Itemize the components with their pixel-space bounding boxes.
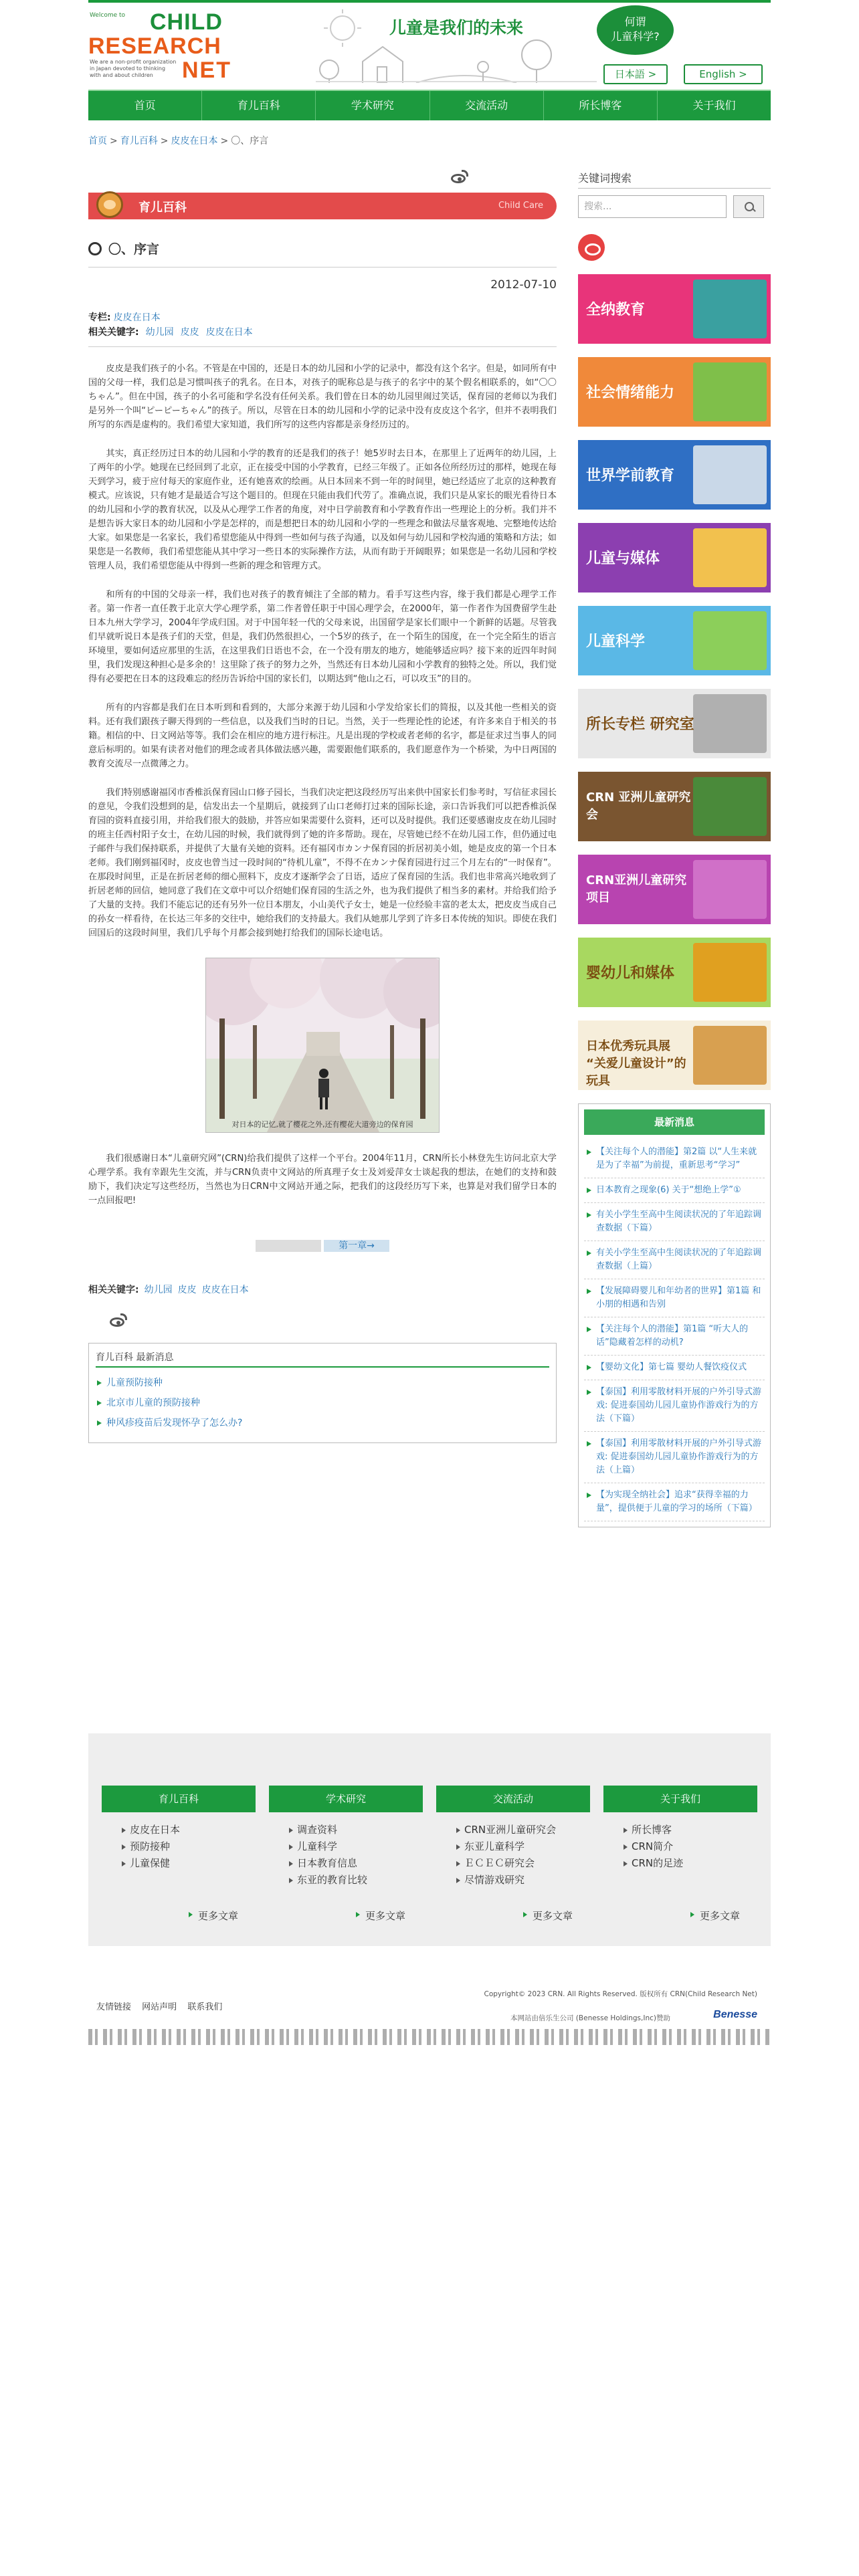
news-item[interactable]: 有关小学生至高中生阅读状况的了年追踪调查数据（上篇）	[584, 1241, 765, 1279]
banner-label: 儿童与媒体	[586, 550, 660, 567]
article-body	[88, 362, 557, 1208]
banner-list	[578, 274, 771, 1090]
sidebar-banner[interactable]	[578, 938, 771, 1007]
keyword-link[interactable]: 皮皮在日本	[201, 1285, 249, 1295]
search-form	[578, 195, 771, 218]
banner-image	[693, 860, 767, 919]
monkey-mascot-icon	[96, 191, 123, 218]
nav-item-home[interactable]: 首页	[88, 91, 202, 120]
nav-item-childcare[interactable]: 育儿百科	[202, 91, 316, 120]
nav-item-about[interactable]: 关于我们	[692, 99, 736, 112]
circle-bullet-icon	[88, 242, 102, 255]
weibo-share-icon[interactable]	[450, 170, 468, 185]
banner-image	[693, 943, 767, 1002]
banner-label: 全纳教育	[586, 302, 646, 318]
weibo-share-icon[interactable]	[108, 1313, 127, 1328]
latest-box-title: 育儿百科 最新消息	[96, 1350, 549, 1368]
sidebar	[578, 170, 771, 1527]
breadcrumb-sep: >	[160, 136, 169, 146]
keyword-search-title: 关键词搜索	[578, 170, 771, 189]
category-banner	[88, 193, 557, 219]
photo-illustration	[206, 958, 440, 1133]
logo-word-research: RESEARCH	[88, 33, 221, 59]
sidebar-banner[interactable]	[578, 523, 771, 593]
children-silhouette-strip	[88, 2029, 771, 2045]
site-logo[interactable]	[88, 8, 246, 83]
keyword-link[interactable]: 皮皮在日本	[205, 327, 253, 338]
footer-links	[96, 2000, 230, 2012]
keyword-link[interactable]: 幼儿园	[144, 1285, 173, 1295]
article-title: 〇、序言	[108, 242, 160, 257]
japanese-site-button[interactable]: 日本語 >	[603, 64, 668, 84]
footer-link[interactable]: CRN亚洲儿童研究会	[464, 1824, 557, 1836]
copyright: Copyright© 2023 CRN. All Rights Reserved. 版权所有 CRN(Child Research Net)	[484, 1990, 757, 1998]
nav-item-research[interactable]: 学术研究	[316, 91, 430, 120]
footer-link[interactable]: CRN简介	[632, 1840, 674, 1852]
cherry-blossom-photo	[205, 958, 440, 1133]
article-paragraph: 所有的内容都是我们在日本听到和看到的，大部分来源于幼儿园和小学发给家长们的简报，以及其他一些相关的资料。还有我们跟孩子聊天得到的一些信息，以及我们当时的日记。当然，关于一些理论性的论述，有许多来自于相关的书籍。相信的中、日文网站等等。我们会在相应的地方进行标注。凡是出现的学校或者老师的名字，都是征求过当事人的同意后标明的。如果有读者对他们的理念或者具体做法感兴趣，需要跟他们联系的，我们愿意作为一个桥梁，为中日两国的教育交流尽一点微薄之力。	[88, 703, 557, 769]
banner-label: CRN 亚洲儿童研究会	[586, 790, 691, 822]
more-articles-link[interactable]: 更多文章	[356, 1909, 405, 1923]
footer-link[interactable]: ＥＣＥＣ研究会	[464, 1857, 535, 1869]
pagination	[88, 1240, 557, 1252]
benesse-logo[interactable]: Benesse	[713, 2009, 757, 2020]
page-wrapper	[88, 3, 771, 2576]
category-en: Child Care	[498, 201, 543, 211]
bubble-line-2: 儿童科学?	[611, 30, 660, 43]
footer-link[interactable]: 儿童科学	[297, 1840, 338, 1852]
footer-link[interactable]: 皮皮在日本	[130, 1824, 181, 1836]
news-item[interactable]: 有关小学生至高中生阅读状况的了年追踪调查数据（下篇）	[584, 1203, 765, 1241]
header-slogan: 儿童是我们的未来	[389, 18, 524, 37]
footer-link[interactable]: 尽情游戏研究	[464, 1874, 525, 1886]
banner-image	[693, 611, 767, 670]
banner-image	[693, 694, 767, 753]
breadcrumb-current: 〇、序言	[231, 136, 269, 146]
english-site-button[interactable]: English >	[684, 64, 763, 84]
latest-news-title: 最新消息	[584, 1109, 765, 1135]
footer-link[interactable]: 儿童保健	[130, 1857, 171, 1869]
logo-tagline: We are a non-profit organization in Japan devoted to thinking with and about children	[90, 59, 177, 78]
column-label: 专栏:	[88, 312, 111, 323]
more-articles-link[interactable]: 更多文章	[523, 1909, 573, 1923]
banner-label: 世界学前教育	[586, 467, 675, 484]
footer-column-title[interactable]: 关于我们	[603, 1786, 757, 1812]
nav-item-director-blog[interactable]: 所长博客	[544, 91, 658, 120]
banner-label: 日本优秀玩具展 “关爱儿童设计”的玩具	[586, 1039, 686, 1088]
footer-column	[603, 1786, 757, 1872]
logo-word-child: CHILD	[150, 9, 223, 35]
breadcrumb-section[interactable]: 育儿百科	[120, 136, 158, 146]
banner-image	[693, 280, 767, 338]
keywords-label: 相关关键字:	[88, 1285, 139, 1295]
latest-news-box	[578, 1103, 771, 1527]
breadcrumb-sep: >	[220, 136, 229, 146]
prev-chapter-button	[256, 1240, 321, 1252]
article-paragraph: 我们很感谢日本“儿童研究网”(CRN)给我们提供了这样一个平台。2004年11月，CRN所长小林登先生访问北京大学心理学系。我有幸跟先生交流，并与CRN负责中文网站的所真理子女士及刘爱萍女士谈起我的想法，在她们的支持和鼓励下，我们决定写这些经历，当然也为日CRN中文网站开通之际，把我们的这段经历写下来，也算是对我们留学日本的一点回报吧!	[88, 1154, 557, 1206]
article-meta	[88, 310, 557, 347]
news-item[interactable]: 【泰国】利用零散材料开展的户外引导式游戏: 促进泰国幼儿园儿童协作游戏行为的方法（上篇）	[584, 1432, 765, 1483]
banner-image	[693, 1026, 767, 1085]
site-header	[88, 3, 771, 90]
more-articles-link[interactable]: 更多文章	[690, 1909, 740, 1923]
banner-image	[693, 362, 767, 421]
sidebar-banner[interactable]	[578, 440, 771, 510]
footer-link[interactable]: 预防接种	[130, 1840, 171, 1852]
nav-item-events[interactable]: 交流活动	[430, 91, 544, 120]
footer-link[interactable]: 调查资料	[297, 1824, 338, 1836]
sidebar-banner[interactable]	[578, 1021, 771, 1090]
weibo-icon[interactable]	[578, 234, 605, 261]
keyword-link[interactable]: 皮皮	[177, 1285, 197, 1295]
footer-column-title[interactable]: 交流活动	[436, 1786, 590, 1812]
footer-column	[436, 1786, 590, 1889]
sponsor-note: 本网站由倍乐生公司 (Benesse Holdings,Inc)赞助	[510, 2014, 670, 2022]
footer-link[interactable]: 东亚的教育比较	[297, 1874, 368, 1886]
logo-word-net: NET	[182, 58, 231, 83]
banner-image	[693, 445, 767, 504]
news-item[interactable]: 【为实现全纳社会】追求“获得幸福的力量”，提供便于儿童的学习的场所（下篇）	[584, 1483, 765, 1521]
more-articles-link[interactable]: 更多文章	[189, 1909, 238, 1923]
main-content	[88, 170, 557, 1443]
bottom-keywords	[88, 1283, 557, 1296]
banner-label: CRN亚洲儿童研究项目	[586, 873, 687, 905]
footer-link[interactable]: 东亚儿童科学	[464, 1840, 525, 1852]
article-paragraph: 其实，真正经历过日本的幼儿园和小学的教育的还是我们的孩子！她5岁时去日本，在那里上了近两年的幼儿园，上了两年的小学。她现在已经回到了北京，正在接受中国的小学教育，已经三年级了。正如各位所经历过的那样，她现在每天到学习，疲于应付每天的家庭作业，还有她喜欢的绘画。从日本回来不到一年的时间里，她已经适应了北京的这种教育模式。应该说，只有她才是最适合写这个题目的。但现在只能由我们代劳了。准确点说，我们只是从家长的眼光看待日本的幼儿园和小学的教育状况，以及从心理学工作者的角度，对中日学前教育和小学教育作出一些理论上的分析。我们并不是想告诉大家日本的幼儿园和小学是怎样的，而是想把日本的幼儿园和小学的一些理念和做法尽量客观地、完整地传达给大家。如果您是一名家长，我们希望您能从中得到一些如何与孩子沟通，以及如何与幼儿园和学校沟通的策略和方法；如果您是一名教师，我们希望您能从其中学习一些日本的实际操作方法，从而有助于开阔眼界；如果您是一名幼儿园和学校管理人员，我们希望您能从中得到一些新的理念和管理方式。	[88, 449, 557, 571]
search-input[interactable]: 搜索...	[578, 195, 727, 218]
breadcrumb	[88, 134, 771, 154]
news-item[interactable]: 【关注每个人的潜能】第1篇 “听大人的话”隐藏着怎样的动机?	[584, 1317, 765, 1356]
footer-link[interactable]: 日本教育信息	[297, 1857, 358, 1869]
next-chapter-button[interactable]: 第一章→	[324, 1240, 389, 1252]
article-paragraph: 皮皮是我们孩子的小名。不管是在中国的，还是日本的幼儿园和小学的记录中，都没有这个名字。但是，如同所有中国的父母一样，我们总是习惯叫孩子的乳名。在日本，对孩子的昵称总是与孩子的名字中的某个假名相联系的，如“〇〇ちゃん”。但在中国，孩子的小名可能和学名没有任何关系。我们曾在日本的幼儿园里闹过笑话，保育园的老师以为我们是另外一个叫“ピーピーちゃん”的孩子。所以，尽管在日本的幼儿园和小学的记录中没有皮皮这个名字，但并不表明我们所写的东西是虚构的。我们希望大家知道，我们所写的这些内容都是亲身经历过的。	[88, 364, 557, 430]
sidebar-banner[interactable]	[578, 855, 771, 924]
news-item[interactable]: 【关注每个人的潜能】第2篇 以“人生来就是为了幸福”为前提，重新思考“学习”	[584, 1140, 765, 1178]
sidebar-banner[interactable]	[578, 772, 771, 841]
friend-links[interactable]: 友情链接	[96, 2002, 132, 2012]
sidebar-banner[interactable]	[578, 274, 771, 344]
keyword-link[interactable]: 皮皮	[180, 327, 199, 338]
breadcrumb-sep: >	[110, 136, 118, 146]
sidebar-banner[interactable]	[578, 606, 771, 675]
banner-label: 儿童科学	[586, 633, 646, 650]
footer-sitemap	[88, 1733, 771, 1946]
sidebar-banner[interactable]	[578, 689, 771, 758]
banner-image	[693, 528, 767, 587]
search-button[interactable]	[733, 195, 764, 218]
footer-link[interactable]: CRN的足迹	[632, 1857, 684, 1869]
article-title-row	[88, 239, 557, 267]
bubble-line-1: 何谓	[624, 15, 646, 28]
photo-caption: 对日本的记忆,就了樱花之外,还有樱花大道旁边的保育园	[231, 1120, 413, 1129]
breadcrumb-home[interactable]: 首页	[88, 136, 107, 146]
article-paragraph: 和所有的中国的父母亲一样，我们也对孩子的教育倾注了全部的精力。看手写这些内容，缘于我们都是心理学工作者。第一作者一直任教于北京大学心理学系，第二作者曾任职于中国心理学会，在2000年，第一作者作为国费留学生赴日本九州大学学习，2004年学成归国。对于中国年轻一代的父母来说，出国留学是家长们眼中一个新鲜的话题。尽管我们早就听说日本是孩子们的天堂，但是，我们仍然很担心，一个5岁的孩子，在一个陌生的国度，在一个完全陌生的语言环境里，要如何适应那里的生活，在这里我们日语也不会，在一个没有朋友的地方，她能够适应吗？接下来的近四年时间里，我们发现这种担心是多余的！这里除了孩子的努力之外，当然还有日本幼儿园和小学教育的独特之处。所以，我们觉得有必要把在日本的这段难忘的经历告诉给中国的家长们，以期达到“他山之石，可以攻玉”的目的。	[88, 590, 557, 684]
news-item[interactable]: 日本教育之现象(6) 关于“想绝上学”①	[584, 1178, 765, 1203]
category-title: 育儿百科	[138, 201, 187, 215]
banner-label: 所长专栏 研究室	[586, 716, 694, 733]
footer-bottom	[88, 1982, 771, 2029]
news-item[interactable]: 【婴幼文化】第七篇 婴幼人餐饮疫仪式	[584, 1356, 765, 1380]
latest-news-list	[584, 1140, 765, 1521]
contact-us[interactable]: 联系我们	[187, 2002, 223, 2012]
news-item[interactable]: 【泰国】利用零散材料开展的户外引导式游戏: 促进泰国幼儿园儿童协作游戏行为的方法（下篇）	[584, 1380, 765, 1432]
breadcrumb-column[interactable]: 皮皮在日本	[171, 136, 218, 146]
footer-column	[102, 1786, 256, 1872]
keywords-label: 相关关键字:	[88, 327, 139, 338]
latest-link[interactable]: 种风疹疫苗后发现怀孕了怎么办?	[106, 1418, 243, 1428]
footer-link[interactable]: 所长博客	[632, 1824, 672, 1836]
footer-column-title[interactable]: 学术研究	[269, 1786, 423, 1812]
news-item[interactable]: 【发展障碍婴儿和年幼者的世界】第1篇 和小朋的相遇和告别	[584, 1279, 765, 1317]
banner-label: 社会情绪能力	[586, 385, 675, 401]
article-paragraph: 我们特别感谢福冈市香椎浜保育园山口修子园长，当我们决定把这段经历写出来供中国家长们参考时，写信征求园长的意见，令我们没想到的是，信发出去一个星期后，就接到了山口老师打过来的国际长途，亲口告诉我们可以把香椎浜保育园的资料直接引用，并给我们很大的鼓励，并答应如果需要什么资料，还可以及时提供。我们还要感谢皮皮在幼儿园时的班主任西村阳子女士，在幼儿园的时候，我们就得到了她的许多帮助。现在，尽管她已经不在幼儿园工作，但仍通过电子邮件与我们保持联系，并提供了大量有关她的资料。还有福冈市カンナ保育园的折居初美小姐，她是皮皮的第一个日本老师。我们刚到福冈时，皮皮也曾当过一段时间的“待机儿童”，不得不在カンナ保育园进行过三个月左右的“一时保育”。在那段时间里，正是在折居老师的细心照料下，皮皮才逐渐学会了日语，适应了保育园的生活。我们也非常高兴地收到了折居老师的回信，她同意了我们在文章中可以介绍她们保育园的生活之外，也为我们提供了相当多的素材。并给我们给予了大量的支持。我们不能忘记的还有另外一位日本朋友，小山美代子女士，她是一位经验丰富的老太太，把皮皮当成自己的孙女一样看待，在长达三年多的交往中，她给我们的支持最大。我们从她那儿学到了许多日本传统的知识。即使在我们回国后的这段时间里，我们几乎每个月都会接到她打给我们的国际长途电话。	[88, 788, 557, 938]
sidebar-banner[interactable]	[578, 357, 771, 427]
site-statement[interactable]: 网站声明	[142, 2002, 177, 2012]
column-link[interactable]: 皮皮在日本	[113, 312, 161, 323]
footer-column	[269, 1786, 423, 1889]
main-nav	[88, 90, 771, 120]
latest-link[interactable]: 儿童预防接种	[106, 1378, 163, 1388]
article-date: 2012-07-10	[490, 278, 557, 292]
latest-link[interactable]: 北京市儿童的预防接种	[106, 1398, 200, 1408]
keyword-link[interactable]: 幼儿园	[145, 327, 174, 338]
logo-welcome: Welcome to	[90, 12, 126, 19]
banner-image	[693, 777, 767, 836]
category-latest-box	[88, 1343, 557, 1443]
banner-label: 婴幼儿和媒体	[586, 965, 675, 982]
what-is-child-science-bubble[interactable]	[597, 5, 674, 55]
footer-column-title[interactable]: 育儿百科	[102, 1786, 256, 1812]
